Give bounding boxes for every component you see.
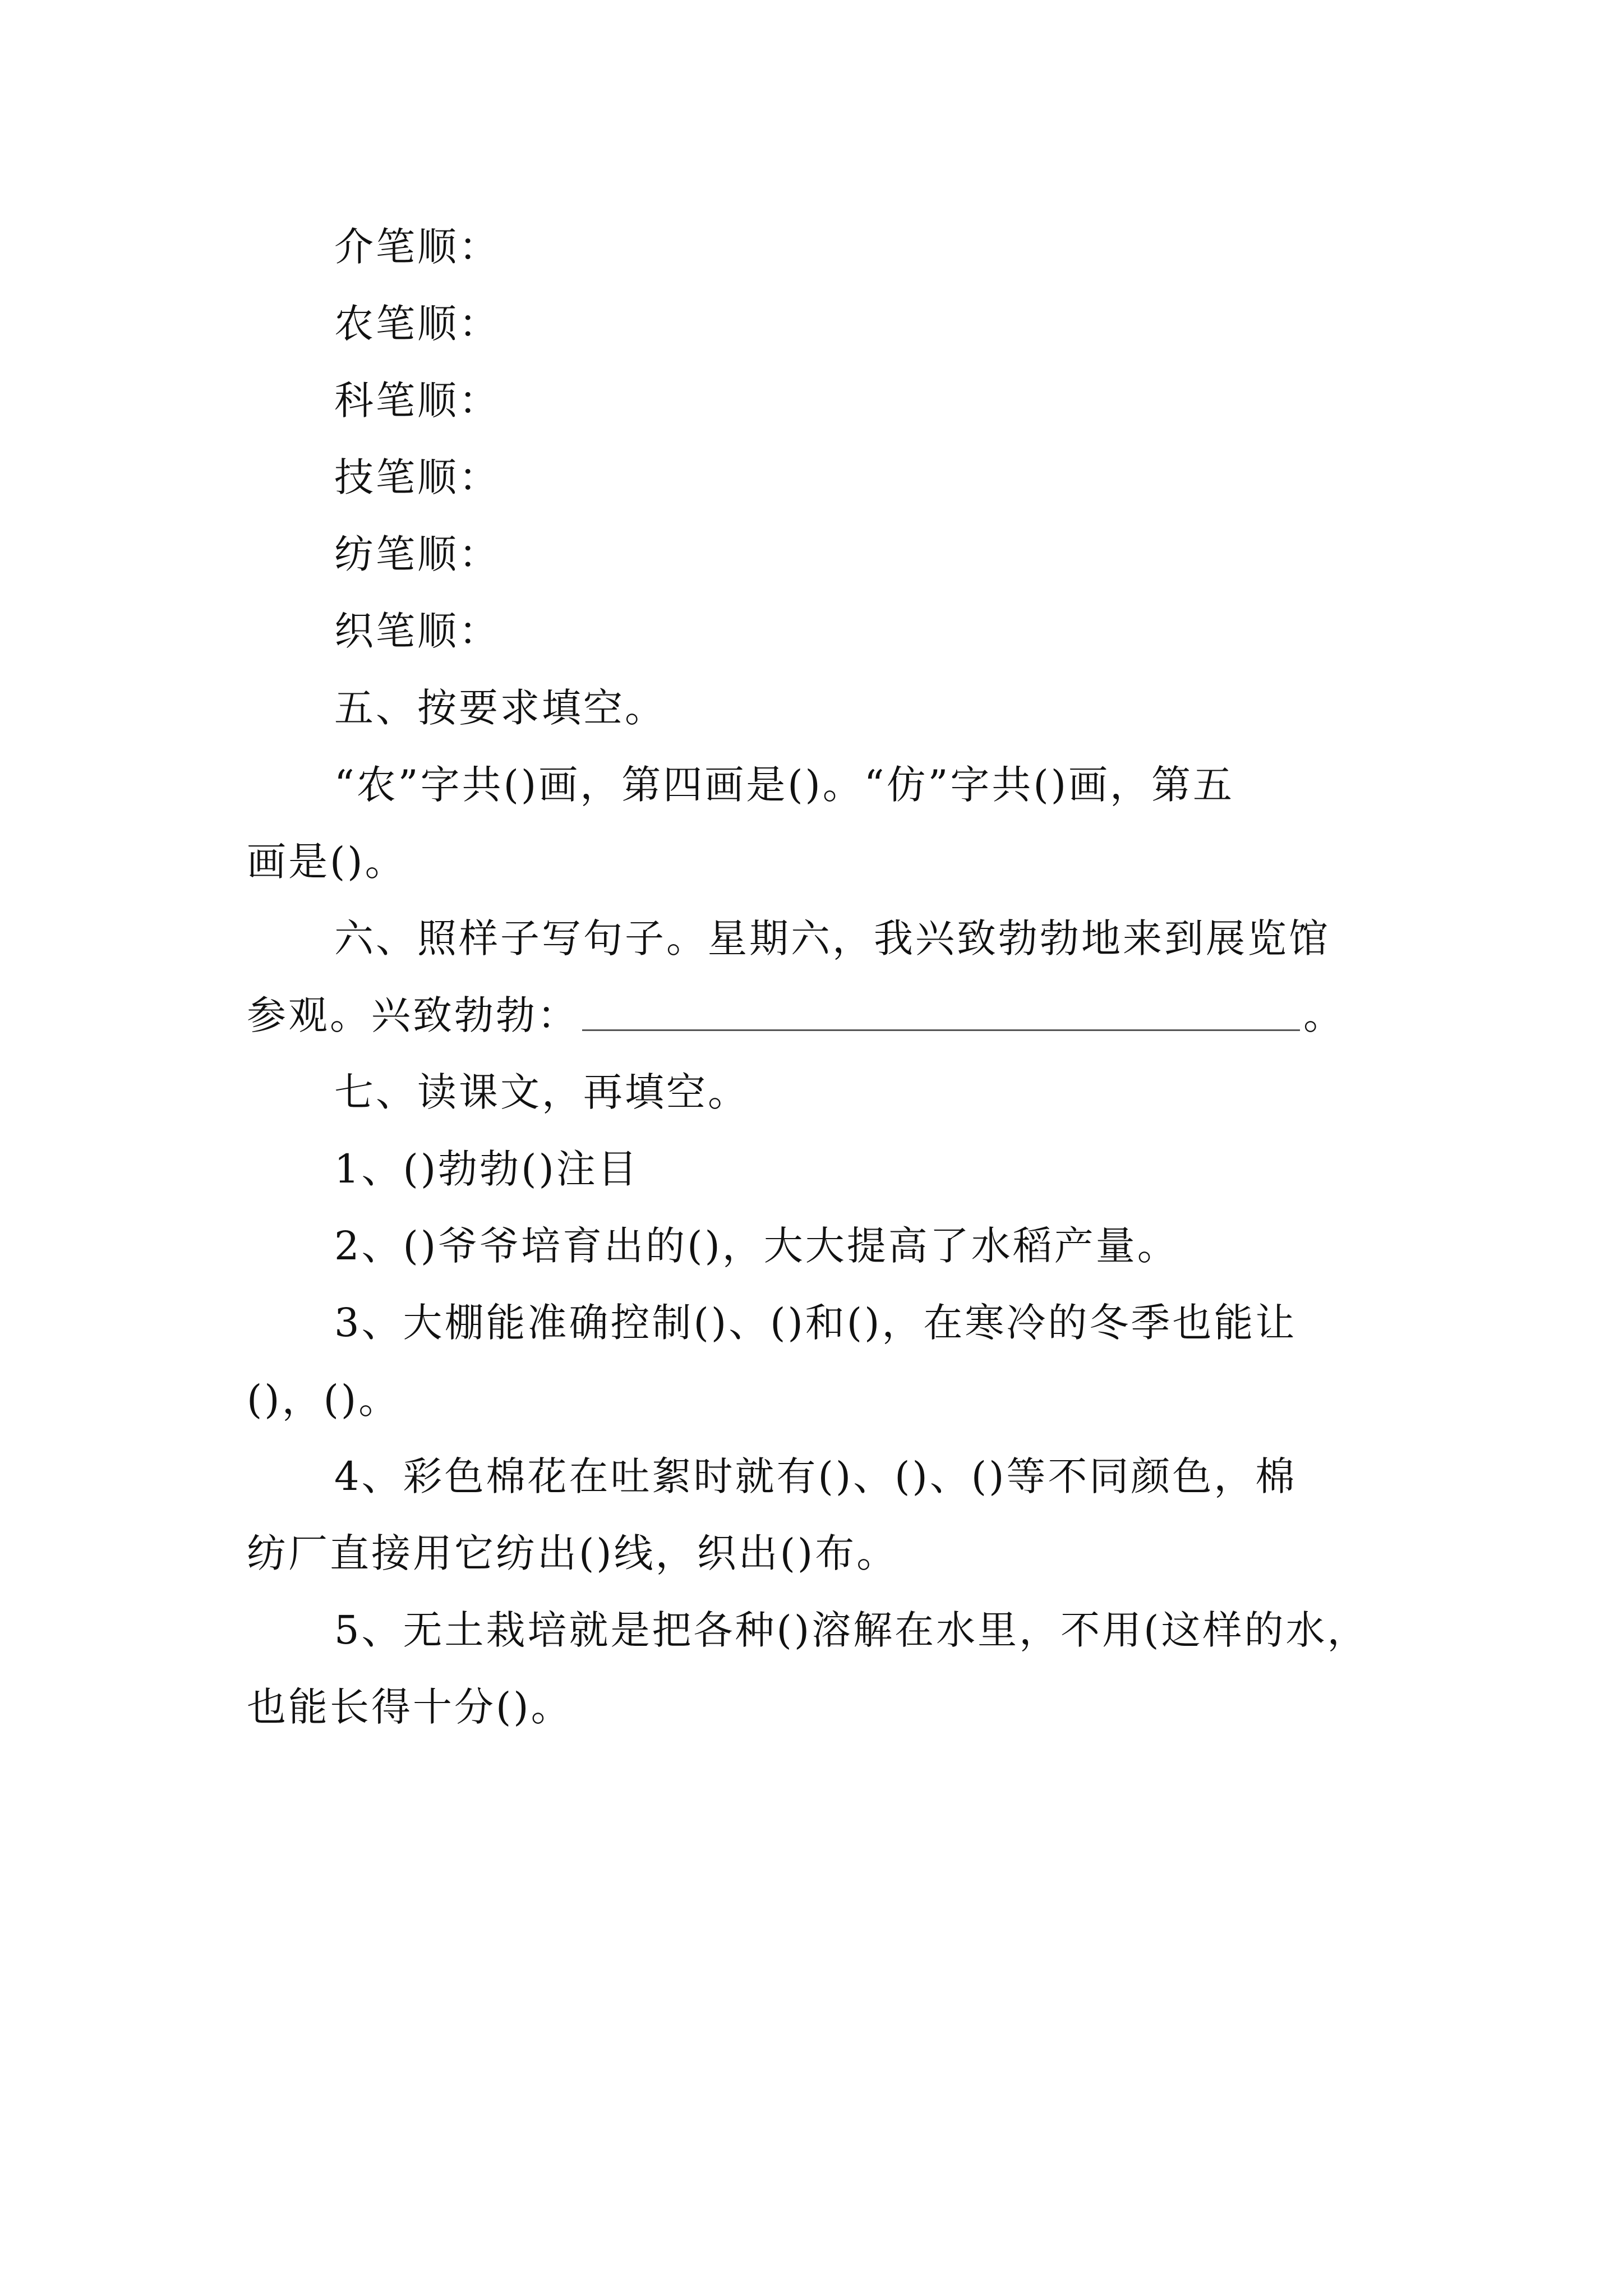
section5-line1: “农”字共()画，第四画是()。“仿”字共()画，第五 [334, 762, 1235, 808]
section6-suffix: 。 [1303, 992, 1345, 1038]
section5-line2: 画是()。 [247, 839, 407, 885]
section7-item-2: 2、()爷爷培育出的()，大大提高了水稻产量。 [334, 1223, 1179, 1269]
section7-item-3-line1: 3、大棚能准确控制()、()和()，在寒冷的冬季也能让 [334, 1300, 1297, 1346]
stroke-order-zhi: 织笔顺： [334, 608, 500, 654]
section6-prefix: 参观。兴致勃勃： [247, 992, 579, 1038]
stroke-order-ke: 科笔顺： [334, 378, 500, 424]
section6-line1: 六、照样子写句子。星期六，我兴致勃勃地来到展览馆 [334, 915, 1330, 961]
answer-blank-line[interactable] [582, 996, 1300, 1031]
section5-heading: 五、按要求填空。 [334, 685, 666, 731]
section7-item-1: 1、()勃勃()注目 [334, 1146, 639, 1192]
section6-line2 [247, 987, 1345, 1043]
stroke-order-jie: 介笔顺： [334, 224, 500, 270]
section7-item-4-line2: 纺厂直接用它纺出()线，织出()布。 [247, 1530, 898, 1576]
stroke-order-ji: 技笔顺： [334, 454, 500, 500]
section7-item-3-line2: ()，()。 [247, 1377, 400, 1423]
section7-heading: 七、读课文，再填空。 [334, 1069, 749, 1115]
section7-item-5-line2: 也能长得十分()。 [247, 1684, 573, 1730]
section7-item-4-line1: 4、彩色棉花在吐絮时就有()、()、()等不同颜色，棉 [334, 1453, 1297, 1499]
stroke-order-fang: 纺笔顺： [334, 531, 500, 577]
section7-item-5-line1: 5、无土栽培就是把各种()溶解在水里，不用(这样的水， [334, 1607, 1369, 1653]
stroke-order-nong: 农笔顺： [334, 301, 500, 347]
